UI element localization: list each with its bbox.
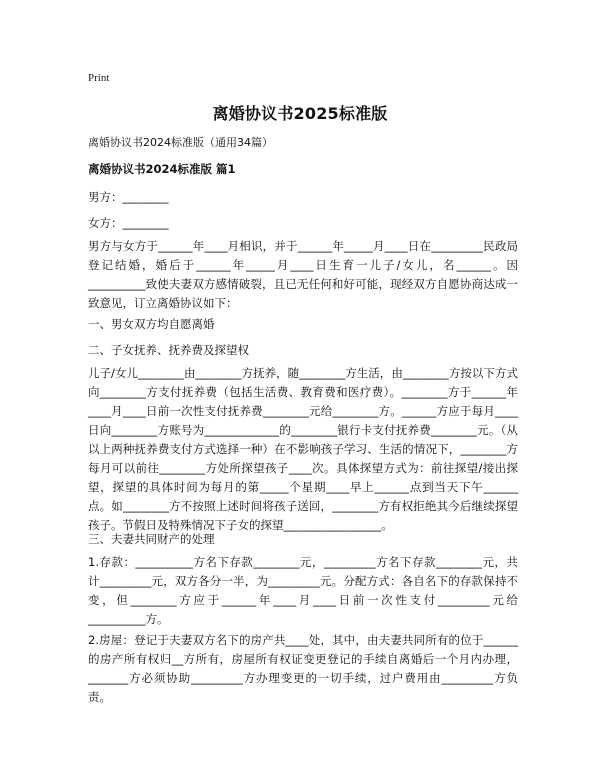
print-label[interactable]: Print	[88, 72, 110, 84]
wife-line: 女方：________	[88, 216, 169, 230]
section-2-title: 二、子女抚养、抚养费及探望权	[88, 343, 249, 357]
deposit-paragraph: 1.存款：__________方名下存款________元，_________方名下存款________元，共计_________元，双方各分一半，为_________元。分配方式：各自名下的存款保持不变，但________方应于______年____月____日前一次性支付_________元给__________方。	[88, 555, 518, 626]
section-3-title: 三、夫妻共同财产的处理	[88, 532, 215, 546]
house-paragraph: 2.房屋：登记于夫妻双方名下的房产共____处，其中，由夫妻共同所有的位于______的房产所有权归__方所有，房屋所有权证变更登记的手续自离婚后一个月内办理，_______方必须协助_________方办理变更的一切手续，过户费用由_________方负责。	[88, 633, 518, 704]
page-title: 离婚协议书2025标准版	[212, 104, 388, 123]
section-1-title: 一、男女双方均自愿离婚	[88, 317, 215, 331]
document-subtitle: 离婚协议书2024标准版（通用34篇）	[88, 136, 273, 149]
intro-paragraph: 男方与女方于______年____月相识，并于______年_____月____日在_________民政局登记结婚，婚后于______年_____月____日生育一儿子/女儿，名______。因__________致使夫妻双方感情破裂，且已无任何和好可能，现经双方自愿协商达成一致意见，订立离婚协议如下：	[88, 239, 518, 310]
section-2-paragraph: 儿子/女儿________由________方抚养，随________方生活，由________方按以下方式向________方支付抚养费（包括生活费、教育费和医疗费）。________方于______年____月____日前一次性支付抚养费________元给________方。______方应于每月____日向________方账号为_____________的________银行卡支付抚养费________元。（从以上两种抚养费支付方式选择一种）在不影响孩子学习、生活的情况下，________方每月可以前往________方处所探望孩子____次。具体探望方式为：前往探望/接出探望，探望的具体时间为每月的第_____个星期____早上______点到当天下午______点。如________方不按照上述时间将孩子送回，________方有权拒绝其今后继续探望孩子。节假日及特殊情况下子女的探望_________________。	[88, 366, 518, 532]
section-heading: 离婚协议书2024标准版 篇1	[88, 162, 236, 176]
husband-line: 男方：________	[88, 190, 169, 204]
